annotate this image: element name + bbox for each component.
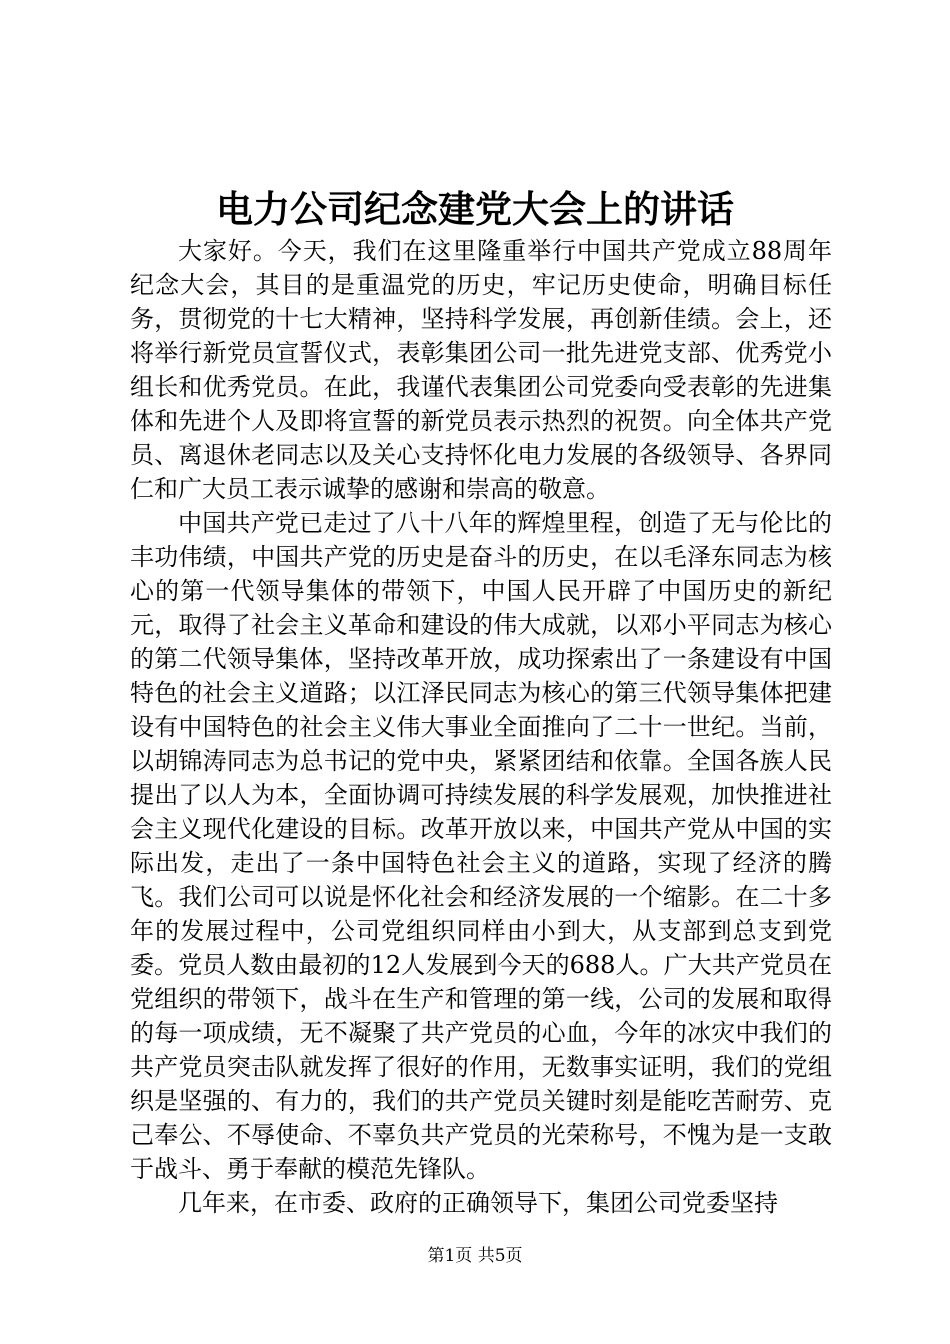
page-footer: 第1页 共5页 <box>427 1246 523 1266</box>
paragraph-2: 中国共产党已走过了八十八年的辉煌里程，创造了无与伦比的丰功伟绩，中国共产党的历史是奋斗的历史，在以毛泽东同志为核心的第一代领导集体的带领下，中国人民开辟了中国历史的新纪元，取得了社会主义革命和建设的伟大成就，以邓小平同志为核心的第二代领导集体，坚持改革开放，成功探索出了一条建设有中国特色的社会主义道路；以江泽民同志为核心的第三代领导集体把建设有中国特色的社会主义伟大事业全面推向了二十一世纪。当前，以胡锦涛同志为总书记的党中央，紧紧团结和依靠。全国各族人民提出了以人为本，全面协调可持续发展的科学发展观，加快推进社会主义现代化建设的目标。改革开放以来，中国共产党从中国的实际出发，走出了一条中国特色社会主义的道路，实现了经济的腾飞。我们公司可以说是怀化社会和经济发展的一个缩影。在二十多年的发展过程中，公司党组织同样由小到大，从支部到总支到党委。党员人数由最初的12人发展到今天的688人。广大共产党员在党组织的带领下，战斗在生产和管理的第一线，公司的发展和取得的每一项成绩，无不凝聚了共产党员的心血，今年的冰灾中我们的共产党员突击队就发挥了很好的作用，无数事实证明，我们的党组织是坚强的、有力的，我们的共产党员关键时刻是能吃苦耐劳、克己奉公、不辱使命、不辜负共产党员的光荣称号，不愧为是一支敢于战斗、勇于奉献的模范先锋队。 <box>130 509 832 1183</box>
paragraph-1: 大家好。今天，我们在这里隆重举行中国共产党成立88周年纪念大会，其目的是重温党的历史，牢记历史使命，明确目标任务，贯彻党的十七大精神，坚持科学发展，再创新佳绩。会上，还将举行新党员宣誓仪式，表彰集团公司一批先进党支部、优秀党小组长和优秀党员。在此，我谨代表集团公司党委向受表彰的先进集体和先进个人及即将宣誓的新党员表示热烈的祝贺。向全体共产党员、离退休老同志以及关心支持怀化电力发展的各级领导、各界同仁和广大员工表示诚挚的感谢和崇高的敬意。 <box>130 237 832 503</box>
paragraph-3: 几年来，在市委、政府的正确领导下，集团公司党委坚持 <box>178 1189 778 1217</box>
document-body <box>130 234 832 1220</box>
document-title: 电力公司纪念建党大会上的讲话 <box>216 187 734 231</box>
